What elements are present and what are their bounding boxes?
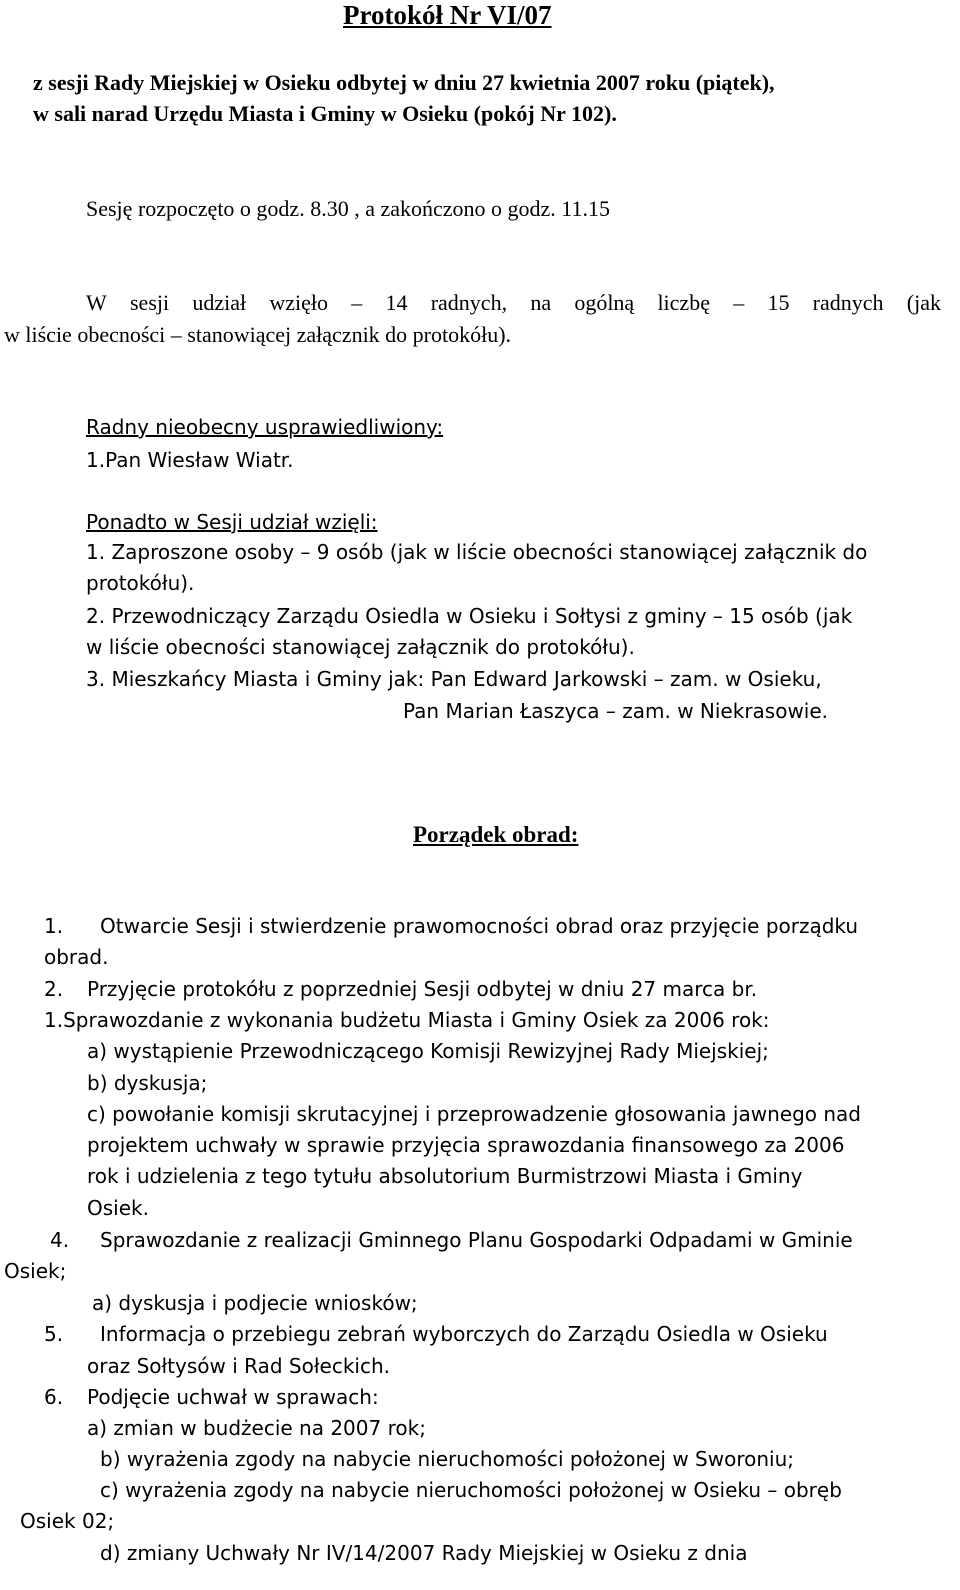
intro-line-1: z sesji Rady Miejskiej w Osieku odbytej w dniu 27 kwietnia 2007 roku (piątek), (33, 70, 775, 95)
also-item-2-line-1: 2. Przewodniczący Zarządu Osiedla w Osieku i Sołtysi z gminy – 15 osób (jak (86, 604, 853, 628)
attendance-line-1 (86, 290, 941, 316)
agenda-item-3-c-line-1: c) powołanie komisji skrutacyjnej i przeprowadzenie głosowania jawnego nad (87, 1102, 861, 1126)
also-item-1-line-1: 1. Zaproszone osoby – 9 osób (jak w liście obecności stanowiącej załącznik do (86, 540, 868, 564)
absent-item: 1.Pan Wiesław Wiatr. (86, 448, 294, 472)
attendance-word: W (86, 290, 107, 315)
also-item-2-line-2: w liście obecności stanowiącej załącznik do protokółu). (86, 635, 635, 659)
intro-line-2: w sali narad Urzędu Miasta i Gminy w Osieku (pokój Nr 102). (33, 101, 617, 126)
attendance-word: sesji (130, 290, 170, 315)
attendance-line-2: w liście obecności – stanowiącej załącznik do protokółu). (4, 322, 512, 347)
attendance-word: 14 (385, 290, 408, 315)
agenda-item-3-c-line-2: projektem uchwały w sprawie przyjęcia sprawozdania finansowego za 2006 (87, 1133, 845, 1157)
attendance-word: 15 (767, 290, 790, 315)
also-item-3-line-1: 3. Mieszkańcy Miasta i Gminy jak: Pan Edward Jarkowski – zam. w Osieku, (86, 667, 822, 691)
session-time: Sesję rozpoczęto o godz. 8.30 , a zakończono o godz. 11.15 (86, 196, 610, 221)
agenda-item-3-a: a) wystąpienie Przewodniczącego Komisji Rewizyjnej Rady Miejskiej; (87, 1039, 769, 1063)
agenda-heading: Porządek obrad: (413, 822, 579, 847)
agenda-item-2-text: Przyjęcie protokółu z poprzedniej Sesji odbytej w dniu 27 marca br. (87, 977, 758, 1001)
attendance-word: (jak (906, 290, 941, 315)
document-title: Protokół Nr VI/07 (343, 0, 552, 30)
attendance-word: ogólną (574, 290, 635, 315)
agenda-item-6-d-line-1: d) zmiany Uchwały Nr IV/14/2007 Rady Miejskiej w Osieku z dnia (100, 1541, 748, 1565)
attendance-word: – (351, 290, 363, 315)
attendance-word: wzięło (269, 290, 329, 315)
agenda-item-3-b: b) dyskusja; (87, 1071, 208, 1095)
agenda-item-3-c-line-4: Osiek. (87, 1196, 149, 1220)
agenda-item-6-a: a) zmian w budżecie na 2007 rok; (87, 1416, 426, 1440)
also-item-1-line-2: protokółu). (86, 571, 195, 595)
agenda-item-1-number: 1. (44, 914, 64, 938)
agenda-item-6-c-line-2: Osiek 02; (20, 1509, 115, 1533)
agenda-item-5-line-1: Informacja o przebiegu zebrań wyborczych do Zarządu Osiedla w Osieku (100, 1322, 828, 1346)
agenda-item-4-number: 4. (50, 1228, 70, 1252)
agenda-item-5-number: 5. (44, 1322, 64, 1346)
also-item-3-line-2: Pan Marian Łaszyca – zam. w Niekrasowie. (403, 699, 829, 723)
agenda-item-6-text: Podjęcie uchwał w sprawach: (87, 1385, 379, 1409)
agenda-item-3-text: 1.Sprawozdanie z wykonania budżetu Miasta i Gminy Osiek za 2006 rok: (44, 1008, 770, 1032)
agenda-item-1-line-2: obrad. (44, 945, 109, 969)
agenda-item-4-line-1: Sprawozdanie z realizacji Gminnego Planu Gospodarki Odpadami w Gminie (100, 1228, 853, 1252)
agenda-item-6-b: b) wyrażenia zgody na nabycie nieruchomości położonej w Sworoniu; (100, 1447, 795, 1471)
agenda-item-3-c-line-3: rok i udzielenia z tego tytułu absolutorium Burmistrzowi Miasta i Gminy (87, 1164, 803, 1188)
agenda-item-4-line-2: Osiek; (4, 1259, 67, 1283)
attendance-word: – (733, 290, 745, 315)
agenda-item-5-line-2: oraz Sołtysów i Rad Sołeckich. (87, 1354, 390, 1378)
attendance-word: udział (192, 290, 247, 315)
attendance-word: na (530, 290, 552, 315)
attendance-word: radnych, (430, 290, 508, 315)
absent-heading: Radny nieobecny usprawiedliwiony: (86, 415, 444, 439)
attendance-word: radnych (812, 290, 884, 315)
agenda-item-4-a: a) dyskusja i podjecie wniosków; (92, 1291, 418, 1315)
agenda-item-6-c-line-1: c) wyrażenia zgody na nabycie nieruchomości położonej w Osieku – obręb (100, 1478, 842, 1502)
agenda-item-6-number: 6. (44, 1385, 64, 1409)
attendance-word: liczbę (657, 290, 710, 315)
also-heading: Ponadto w Sesji udział wzięli: (86, 510, 378, 534)
agenda-item-1-line-1: Otwarcie Sesji i stwierdzenie prawomocności obrad oraz przyjęcie porządku (100, 914, 859, 938)
agenda-item-2-number: 2. (44, 977, 64, 1001)
